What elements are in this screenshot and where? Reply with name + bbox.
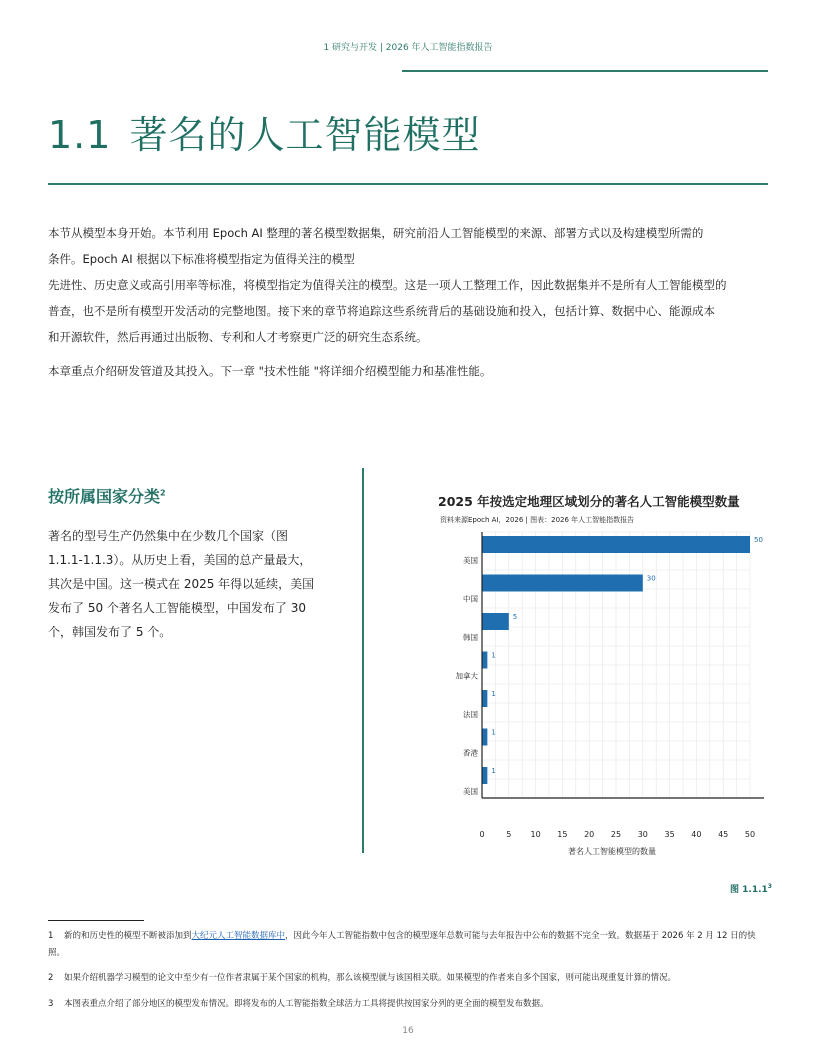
epoch-database-link[interactable]: 大纪元人工智能数据库中 [191, 931, 286, 941]
category-label-5: 香港 [463, 748, 478, 758]
subsection-title-text: 按所属国家分类 [48, 487, 161, 506]
figure-label [730, 882, 772, 895]
value-label-3: 1 [491, 651, 496, 660]
category-label-0: 美国 [463, 556, 478, 565]
bar-6 [482, 767, 487, 784]
category-label-4: 法国 [463, 710, 478, 719]
footnote-rule [48, 920, 144, 921]
x-tick-10: 50 [744, 830, 756, 839]
intro-text [48, 220, 748, 384]
bar-1 [482, 575, 643, 592]
chart-title: 2025 年按选定地理区域划分的著名人工智能模型数量 [438, 494, 740, 509]
column-divider [362, 468, 364, 853]
x-tick-4: 20 [584, 830, 595, 839]
footnote-number: 2 [48, 973, 54, 983]
page-number: 16 [402, 1026, 414, 1036]
value-label-6: 1 [491, 767, 496, 775]
footnote-ref[interactable]: 2 [160, 488, 166, 498]
body-line: 1.1.1-1.1.3）。从历史上看，美国的总产量最大， [48, 553, 312, 567]
intro-line: 本节从模型本身开始。本节利用 Epoch AI 整理的著名模型数据集，研究前沿人工智能模型的来源、部署方式以及构建模型所需的 [48, 226, 704, 240]
bar-4 [482, 690, 487, 707]
x-tick-6: 30 [637, 830, 648, 839]
bar-chart [420, 488, 770, 864]
footnote-2 [48, 970, 770, 987]
intro-paragraph-2: 本章重点介绍研发管道及其投入。下一章 "技术性能 "将详细介绍模型能力和基准性能。 [48, 364, 492, 378]
footnote-3 [48, 996, 770, 1013]
section-number: 1.1 [48, 113, 112, 157]
value-label-0: 50 [754, 536, 763, 544]
x-tick-7: 35 [664, 830, 675, 839]
figure-footnote-ref[interactable]: 3 [767, 883, 772, 890]
chart-source: 资料来源Epoch AI，2026 | 图表：2026 年人工智能指数报告 [440, 516, 635, 524]
value-label-1: 30 [646, 574, 656, 583]
subsection-body [48, 524, 338, 644]
footnote-text: 本图表重点介绍了部分地区的模型发布情况。即将发布的人工智能指数全球活力工具将提供按国家分列的更全面的模型发布数据。 [64, 999, 549, 1009]
body-line: 著名的型号生产仍然集中在少数几个国家（图 [48, 529, 289, 543]
x-axis-label: 著名人工智能模型的数量 [568, 847, 656, 856]
category-label-1: 中国 [463, 594, 478, 604]
bar-0 [482, 536, 750, 553]
value-label-2: 5 [512, 613, 518, 621]
body-line: 其次是中国。这一模式在 2025 年得以延续，美国 [48, 577, 315, 591]
section-title-text: 著名的人工智能模型 [129, 113, 481, 157]
footnote-text: ，因此今年人工智能指数中包含的模型逐年总数可能与去年报告中公布的数据不完全一致。数据基于 2026 年 2 月 12 日的快照。 [48, 931, 756, 958]
footnote-1 [48, 928, 770, 962]
intro-line: 条件。Epoch AI 根据以下标准将模型指定为值得关注的模型 [48, 252, 355, 266]
value-label-5: 1 [491, 728, 496, 737]
x-tick-labels [479, 830, 755, 839]
subsection-title [48, 484, 166, 507]
value-label-4: 1 [491, 690, 496, 698]
x-tick-3: 15 [557, 830, 568, 839]
intro-paragraph-1 [48, 220, 748, 350]
x-tick-8: 40 [691, 830, 702, 839]
intro-line: 普查，也不是所有模型开发活动的完整地图。接下来的章节将追踪这些系统背后的基础设施和投入，包括计算、数据中心、能源成本 [48, 304, 715, 318]
category-label-2: 韩国 [463, 633, 478, 642]
chart-grid [482, 532, 750, 798]
intro-line: 先进性、历史意义或高引用率等标准，将模型指定为值得关注的模型。这是一项人工整理工作，因此数据集并不是所有人工智能模型的 [48, 278, 727, 292]
body-line: 个，韩国发布了 5 个。 [48, 625, 172, 639]
footnote-number: 3 [48, 999, 54, 1009]
bar-2 [482, 613, 509, 630]
footnote-text: 新的和历史性的模型不断被添加到 [64, 931, 192, 941]
category-labels [456, 555, 479, 796]
footnote-number: 1 [48, 931, 54, 941]
category-label-3: 加拿大 [455, 671, 478, 681]
value-labels [491, 536, 763, 775]
header-rule [402, 70, 768, 72]
bar-5 [482, 729, 487, 746]
x-tick-9: 45 [718, 830, 729, 839]
section-heading [48, 104, 480, 159]
bar-3 [482, 652, 487, 669]
running-header: 1 研究与开发 | 2026 年人工智能指数报告 [323, 43, 493, 53]
x-tick-2: 10 [530, 830, 541, 839]
intro-line: 和开源软件，然后再通过出版物、专利和人才考察更广泛的研究生态系统。 [48, 330, 428, 344]
footnote-text: 如果介绍机器学习模型的论文中至少有一位作者隶属于某个国家的机构，那么该模型就与该国相关联。如果模型的作者来自多个国家，则可能出现重复计算的情况。 [64, 973, 677, 983]
category-label-6: 美国 [463, 787, 478, 796]
title-rule [48, 183, 768, 185]
body-line: 发布了 50 个著名人工智能模型，中国发布了 30 [48, 601, 306, 615]
x-tick-0: 0 [479, 830, 485, 839]
figure-label-text: 图 1.1.1 [730, 885, 768, 895]
x-tick-1: 5 [506, 830, 512, 839]
x-tick-5: 25 [610, 830, 622, 839]
